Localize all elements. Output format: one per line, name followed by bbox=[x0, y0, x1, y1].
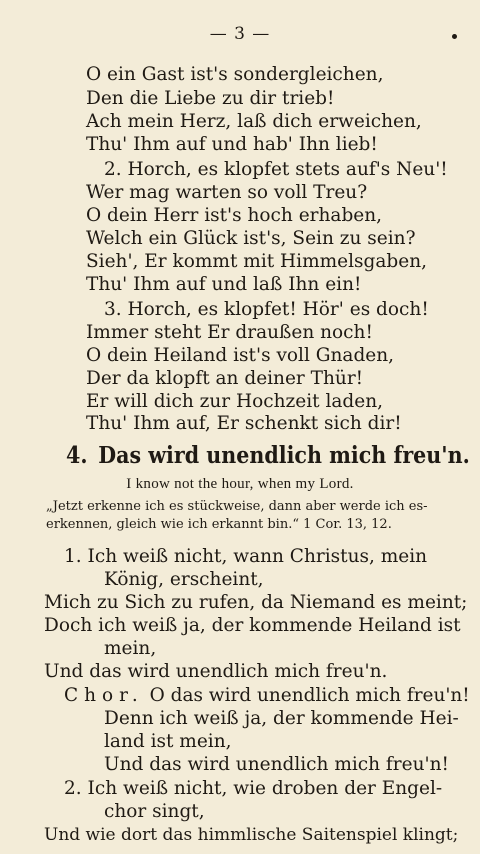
verse-line: Thu' Ihm auf und hab' Ihn lieb! bbox=[86, 134, 378, 155]
chorus-line bbox=[64, 685, 470, 707]
hymn-title: Das wird unendlich mich freu'n. bbox=[98, 442, 470, 469]
verse-line: Er will dich zur Hochzeit laden, bbox=[86, 391, 384, 412]
verse-line: Thu' Ihm auf und laß Ihn ein! bbox=[86, 274, 362, 295]
verse-line: Der da klopft an deiner Thür! bbox=[86, 368, 364, 389]
chorus-line: Denn ich weiß ja, der kommende Hei- bbox=[104, 708, 459, 729]
verse-line: Mich zu Sich zu rufen, da Niemand es meint; bbox=[44, 592, 468, 613]
tune-name: I know not the hour, when my Lord. bbox=[126, 476, 354, 492]
page-number: — 3 — bbox=[209, 24, 271, 44]
verse-line: Sieh', Er kommt mit Himmelsgaben, bbox=[86, 251, 428, 272]
verse-line: Wer mag warten so voll Treu? bbox=[86, 182, 368, 203]
verse-line: Doch ich weiß ja, der kommende Heiland ist bbox=[44, 615, 461, 636]
verse-line: Den die Liebe zu dir trieb! bbox=[86, 88, 335, 109]
verse-line: O dein Herr ist's hoch erhaben, bbox=[86, 205, 383, 226]
chorus-text: O das wird unendlich mich freu'n! bbox=[149, 685, 470, 706]
verse-line: 2. Horch, es klopfet stets auf's Neu'! bbox=[104, 159, 448, 180]
scripture-motto: erkennen, gleich wie ich erkannt bin.“ 1 Cor. 13, 12. bbox=[46, 517, 392, 532]
chorus-line: Und das wird unendlich mich freu'n! bbox=[104, 754, 449, 775]
verse-line: Thu' Ihm auf, Er schenkt sich dir! bbox=[86, 413, 402, 434]
verse-line: 3. Horch, es klopfet! Hör' es doch! bbox=[104, 299, 429, 320]
chorus-line: land ist mein, bbox=[104, 731, 232, 752]
verse-line: O dein Heiland ist's voll Gnaden, bbox=[86, 345, 395, 366]
verse-line: O ein Gast ist's sondergleichen, bbox=[86, 64, 384, 85]
verse-line: Und wie dort das himmlische Saitenspiel klingt; bbox=[44, 825, 459, 845]
verse-line: chor singt, bbox=[104, 801, 205, 822]
chorus-label: Chor. bbox=[64, 685, 144, 706]
verse-line: Und das wird unendlich mich freu'n. bbox=[44, 661, 388, 682]
verse-line: Immer steht Er draußen noch! bbox=[86, 322, 373, 343]
hymn-number: 4. bbox=[66, 442, 88, 469]
verse-line: Ach mein Herz, laß dich erweichen, bbox=[86, 111, 422, 132]
verse-line: 2. Ich weiß nicht, wie droben der Engel- bbox=[64, 778, 443, 799]
verse-line: König, erscheint, bbox=[104, 569, 264, 590]
hymn-heading bbox=[66, 442, 470, 469]
ink-dot bbox=[452, 34, 457, 39]
verse-line: Welch ein Glück ist's, Sein zu sein? bbox=[86, 228, 416, 249]
verse-line: 1. Ich weiß nicht, wann Christus, mein bbox=[64, 546, 428, 567]
scripture-motto: „Jetzt erkenne ich es stückweise, dann aber werde ich es- bbox=[46, 499, 428, 514]
verse-line: mein, bbox=[104, 638, 157, 659]
